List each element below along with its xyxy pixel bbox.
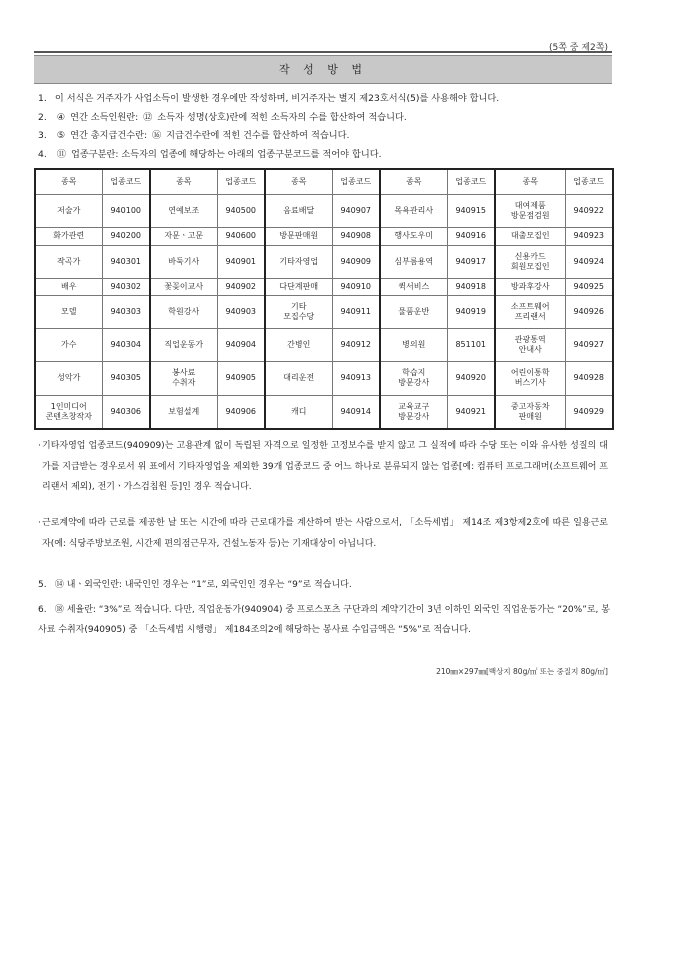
industry-name: 직업운동가 — [150, 329, 217, 362]
table-row — [35, 278, 613, 295]
instruction-number: 4. — [38, 149, 47, 160]
header-code: 업종코드 — [332, 169, 380, 195]
industry-name: 다단계판매 — [265, 278, 332, 295]
table-row — [35, 362, 613, 395]
industry-code: 940500 — [217, 195, 265, 228]
industry-code: 940928 — [565, 362, 613, 395]
industry-code: 940912 — [332, 329, 380, 362]
industry-code: 940925 — [565, 278, 613, 295]
circled-number: ④ — [56, 112, 66, 123]
industry-code: 940200 — [102, 228, 150, 245]
instruction-6 — [38, 600, 610, 640]
industry-name: 음료배달 — [265, 195, 332, 228]
industry-name: 바둑기사 — [150, 245, 217, 278]
industry-code: 940906 — [217, 395, 265, 429]
instruction-number: 1. — [38, 93, 47, 104]
industry-code: 940905 — [217, 362, 265, 395]
instruction-number: 3. — [38, 130, 47, 141]
industry-name: 행사도우미 — [380, 228, 447, 245]
industry-name: 저술가 — [35, 195, 102, 228]
industry-code: 940903 — [217, 296, 265, 329]
industry-code: 940302 — [102, 278, 150, 295]
industry-name: 소프트웨어 프리랜서 — [495, 296, 565, 329]
industry-code: 940100 — [102, 195, 150, 228]
table-header-row — [35, 169, 613, 195]
circled-number: ⑯ — [152, 130, 162, 141]
industry-name: 화가관련 — [35, 228, 102, 245]
industry-code: 851101 — [447, 329, 495, 362]
instruction-text: 내ㆍ외국인란: 내국인인 경우는 “1”로, 외국인인 경우는 “9”로 적습니다. — [66, 580, 352, 590]
header-code: 업종코드 — [102, 169, 150, 195]
table-row — [35, 228, 613, 245]
industry-name: 학원강사 — [150, 296, 217, 329]
industry-code: 940303 — [102, 296, 150, 329]
industry-code: 940926 — [565, 296, 613, 329]
circled-number: ⑪ — [56, 149, 67, 160]
industry-name: 대여제품 방문점검원 — [495, 195, 565, 228]
note-bullet: · — [38, 518, 41, 528]
industry-name: 신용카드 회원모집인 — [495, 245, 565, 278]
table-row — [35, 395, 613, 429]
industry-name: 목욕관리사 — [380, 195, 447, 228]
industry-name: 봉사료 수취자 — [150, 362, 217, 395]
industry-code: 940920 — [447, 362, 495, 395]
industry-code: 940901 — [217, 245, 265, 278]
industry-code: 940921 — [447, 395, 495, 429]
instruction-text: 연간 소득인원란: — [70, 112, 139, 123]
industry-name: 1인미디어 콘텐츠창작자 — [35, 395, 102, 429]
industry-name: 중고자동차 판매원 — [495, 395, 565, 429]
industry-name: 가수 — [35, 329, 102, 362]
note-text: 근로계약에 따라 근로를 제공한 날 또는 시간에 따라 근로대가를 계산하여 받는 사람으로서, 「소득세법」 제14조 제3항제2호에 따른 일용근로자(예: 식당주방보조원, 시간제 편의점근무자, 건설노동자 등)는 기재대상이 아닙니다. — [42, 518, 608, 549]
industry-code: 940304 — [102, 329, 150, 362]
instruction-5 — [38, 579, 610, 592]
industry-code: 940914 — [332, 395, 380, 429]
top-rule — [34, 51, 612, 53]
header-item: 종목 — [380, 169, 447, 195]
industry-code: 940923 — [565, 228, 613, 245]
table-row — [35, 296, 613, 329]
industry-code: 940917 — [447, 245, 495, 278]
industry-name: 작곡가 — [35, 245, 102, 278]
industry-code: 940600 — [217, 228, 265, 245]
instruction-text: 업종구분란: 소득자의 업종에 해당하는 아래의 업종구분코드를 적어야 합니다. — [71, 149, 382, 160]
instruction-3 — [38, 129, 608, 142]
industry-name: 간병인 — [265, 329, 332, 362]
industry-code: 940924 — [565, 245, 613, 278]
industry-name: 배우 — [35, 278, 102, 295]
instruction-4 — [38, 148, 608, 161]
industry-name: 병의원 — [380, 329, 447, 362]
industry-name: 관광통역 안내사 — [495, 329, 565, 362]
industry-name: 모델 — [35, 296, 102, 329]
industry-name: 대리운전 — [265, 362, 332, 395]
instruction-text: 세율란: “3%”로 적습니다. 다만, 직업운동가(940904) 중 프로스포츠 구단과의 계약기간이 3년 이하인 외국인 직업운동가는 “20%”로, 봉사료 수취자(940905) 중 「소득세법 시행령」 제184조의2에 해당하는 봉사료 수입금액은 “5%”로 적습니다. — [38, 605, 610, 635]
industry-code: 940301 — [102, 245, 150, 278]
note-other-self-employed — [38, 436, 608, 498]
header-item: 종목 — [265, 169, 332, 195]
industry-name: 어린이통학 버스기사 — [495, 362, 565, 395]
industry-name: 캐디 — [265, 395, 332, 429]
industry-code: 940305 — [102, 362, 150, 395]
industry-name: 방문판매원 — [265, 228, 332, 245]
instruction-text: 연간 총지급건수란: — [70, 130, 148, 141]
industry-code: 940907 — [332, 195, 380, 228]
instruction-text: 지급건수란에 적힌 건수를 합산하여 적습니다. — [166, 130, 350, 141]
table-row — [35, 195, 613, 228]
industry-code: 940919 — [447, 296, 495, 329]
industry-code: 940918 — [447, 278, 495, 295]
industry-name: 보험설계 — [150, 395, 217, 429]
header-item: 종목 — [150, 169, 217, 195]
instruction-1 — [38, 92, 608, 105]
note-daily-worker — [38, 513, 608, 554]
page-number: (5쪽 중 제2쪽) — [549, 43, 608, 53]
instruction-text: 이 서식은 거주자가 사업소득이 발생한 경우에만 작성하며, 비거주자는 별지 제23호서식(5)를 사용해야 합니다. — [54, 93, 500, 104]
industry-code-table — [34, 168, 614, 430]
industry-code: 940909 — [332, 245, 380, 278]
industry-name: 학습지 방문강사 — [380, 362, 447, 395]
header-item: 종목 — [35, 169, 102, 195]
industry-name: 교육교구 방문강사 — [380, 395, 447, 429]
instruction-2 — [38, 111, 608, 124]
industry-name: 기타자영업 — [265, 245, 332, 278]
paper-size-note: 210㎜×297㎜[백상지 80g/㎡ 또는 중질지 80g/㎡] — [436, 667, 608, 676]
section-title: 작 성 방 법 — [34, 55, 612, 84]
instruction-number: 5. — [38, 580, 47, 590]
industry-code: 940902 — [217, 278, 265, 295]
table-row — [35, 329, 613, 362]
industry-name: 자문ㆍ고문 — [150, 228, 217, 245]
industry-name: 심부름용역 — [380, 245, 447, 278]
industry-code: 940306 — [102, 395, 150, 429]
industry-code: 940913 — [332, 362, 380, 395]
industry-code: 940916 — [447, 228, 495, 245]
header-code: 업종코드 — [217, 169, 265, 195]
industry-name: 대출모집인 — [495, 228, 565, 245]
header-code: 업종코드 — [565, 169, 613, 195]
industry-name: 물품운반 — [380, 296, 447, 329]
header-code: 업종코드 — [447, 169, 495, 195]
header-item: 종목 — [495, 169, 565, 195]
industry-code: 940911 — [332, 296, 380, 329]
industry-name: 꽃꽂이교사 — [150, 278, 217, 295]
table-row — [35, 245, 613, 278]
industry-code: 940904 — [217, 329, 265, 362]
industry-code: 940910 — [332, 278, 380, 295]
industry-name: 성악가 — [35, 362, 102, 395]
industry-name: 기타 모집수당 — [265, 296, 332, 329]
industry-name: 연예보조 — [150, 195, 217, 228]
industry-code: 940915 — [447, 195, 495, 228]
industry-code: 940927 — [565, 329, 613, 362]
industry-code: 940922 — [565, 195, 613, 228]
note-text: 기타자영업 업종코드(940909)는 고용관계 없이 독립된 자격으로 일정한 고정보수를 받지 않고 그 실적에 따라 수당 또는 이와 유사한 성질의 대가를 지급받는 경우로서 위 표에서 기타자영업을 제외한 39개 업종코드 중 어느 하나로 분류되지 않는 업종[예: 컴퓨터 프로그래머(소프트웨어 프리랜서 제외), 전기ㆍ가스검침원 등]인 경우 적습니다. — [42, 441, 608, 492]
note-bullet: · — [38, 441, 41, 451]
circled-number: ⑭ — [54, 580, 64, 590]
instruction-number: 2. — [38, 112, 47, 123]
instruction-text: 소득자 성명(상호)란에 적힌 소득자의 수를 합산하여 적습니다. — [157, 112, 407, 123]
circled-number: ⑱ — [54, 605, 64, 615]
industry-code: 940929 — [565, 395, 613, 429]
circled-number: ⑫ — [143, 112, 153, 123]
instruction-number: 6. — [38, 605, 47, 615]
industry-name: 퀵서비스 — [380, 278, 447, 295]
industry-code: 940908 — [332, 228, 380, 245]
industry-name: 방과후강사 — [495, 278, 565, 295]
circled-number: ⑤ — [56, 130, 66, 141]
